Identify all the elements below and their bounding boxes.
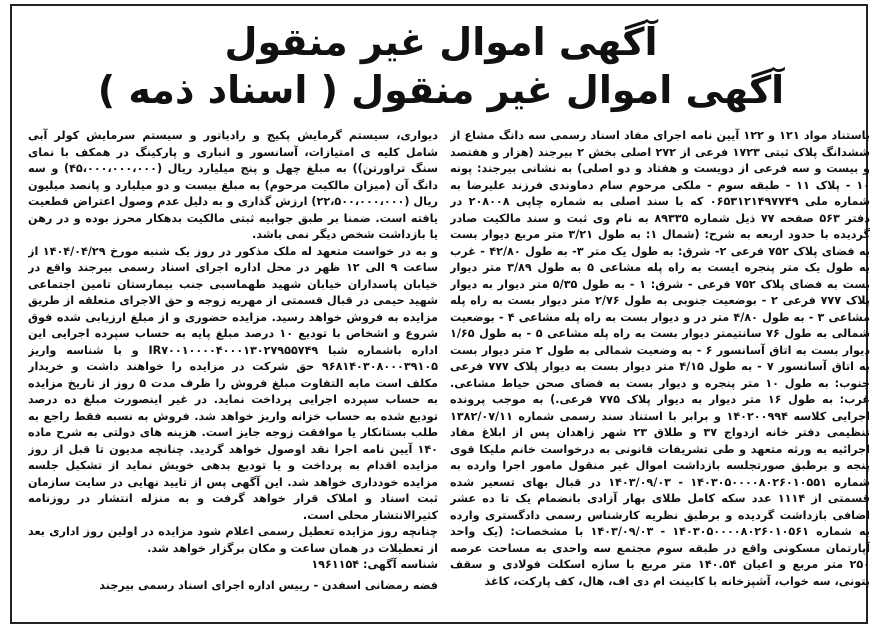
notice-subtitle: آگهی اموال غیر منقول ( اسناد ذمه ) (97, 68, 785, 112)
auction-paragraph: و به در خواست متعهد له ملک مذکور در روز یک شنبه مورخ ۱۴۰۴/۰۴/۲۹ از ساعت ۹ الی ۱۲ ظهر در محل اداره اجرای اسناد رسمی بیرجند واقع در خیابان پاسداران خیابان شهید طهماسبی جنب بیمارستان تامین اجتماعی شهید حیمی در قبال قسمتی از مهریه زوجه و حق الاجرای متعلقه از طریق مزایده به فروش خواهد رسید. مزایده حضوری و از مبلغ ارزیابی شده فوق شروع و اشخاص با تودیع ۱۰ درصد مبلغ پایه به حساب سپرده اجرایی این اداره باشماره شبا IR۷۰۰۱۰۰۰۰۴۰۰۰۱۳۰۲۷۹۵۵۷۴۹ و با شناسه واریز ۹۶۸۱۴۰۳۰۸۰۰۰۳۹۱۰۵ حق شرکت در مزایده را خواهند داشت و خریدار مکلف است مابه التفاوت مبلغ فروش را ظرف مدت ۵ روز از تاریخ مزایده به حساب سپرده اجرایی پرداخت نماید. در غیر اینصورت مبلغ ده درصد تودیع شده به حساب خزانه واریز خواهد شد. فروش به نسبه فقط راجع به طلب بستانکار یا موافقت زوجه جایز است. هزینه های دولتی به شرح ماده ۱۴۰ آیین نامه اجرا نقد اوصول خواهد گردید. چنانچه مدیون تا قبل از روز مزایده اقدام به پرداخت و یا تودیع بدهی خویش نماید از تشکیل جلسه مزایده خودداری خواهد شد. این آگهی پس از تایید نهایی در سایت سازمان ثبت اسناد و املاک قرار خواهد گرفت و به منزله انتشار در روزنامه کثیرالانتشار محلی است. (28, 244, 438, 522)
right-column-text: باستناد مواد ۱۲۱ و ۱۲۲ آیین نامه اجرای مفاد اسناد رسمی سه دانگ مشاع از ششدانگ پلاک ثبتی ۱۷۲۳ فرعی از ۲۷۲ اصلی بخش ۲ بیرجند (هزار و هفتصد و بیست و سه فرعی از دویست و هفتاد و دو اصلی) به نشانی بیرجند: پونه ۱۰ - پلاک ۱۱ - طبقه سوم - ملکی مرحوم سام دماوندی فرزند علیرضا به شماره ملی ۰۶۵۳۱۲۱۴۹۷۷۴۹ که با سند اصلی به شماره چاپی ۲۰۸۰۰۸ در دفتر ۵۶۳ صفحه ۷۷ ذیل شماره ۸۹۳۳۵ به نام وی ثبت و سند مالکیت صادر گردیده با حدود اربعه به شرح: (شمال ۱: به طول ۳/۲۱ متر مربع دیوار بست به فضای پلاک ۷۵۲ فرعی ۲- شرق: به طول یک متر ۳- به طول ۴۲/۸۰ - غرب به طول یک متر پنجره ایست به راه پله مشاعی ۵ به طول ۳/۸۹ متر دیوار بست به فضای پلاک ۷۵۲ فرعی - شرق: ۱ - به طول ۵/۳۵ متر دیوار به دیوار پلاک ۷۷۷ فرعی ۲ - بوضعیت جنوبی به طول ۲/۷۶ متر دیوار بست به راه پله مشاعی ۳ - به طول ۴/۸۰ متر در و دیوار بست به راه پله مشاعی ۴ - بوضعیت شمالی به طول ۷۶ سانتیمتر دیوار بست به راه پله مشاعی ۵ - به طول ۱/۶۵ دیوار بست به اتاق آسانسور ۶ - به وضعیت شمالی به طول ۲ متر دیوار بست به اتاق آسانسور ۷ - به طول ۴/۱۵ متر دیوار بست به دیوار پلاک ۷۷۷ فرعی جنوب: به طول ۱۰ متر پنجره و دیوار بست به فضای صحن حیاط مشاعی. غرب: به طول ۱۶ متر دیوار به دیوار پلاک ۷۷۵ فرعی.) به موجب پرونده اجرایی کلاسه ۱۴۰۲۰۰۹۹۴ و برابر با استناد سند رسمی شماره ۱۳۸۲/۰۷/۱۱ تنظیمی دفتر خانه ازدواج ۳۷ و طلاق ۲۳ شهر زاهدان پس از ابلاغ مفاد اجرائیه به ورثه متعهد و طی تشریفات قانونی به درخواست خانم ملیکا قوی پنجه و برطبق صورتجلسه بازداشت اموال غیر منقول مامور اجرا وارده به شماره ۱۴۰۳۰۵۰۰۰۰۸۰۲۶۰۱۰۵۵۱ - ۱۴۰۳/۰۹/۰۳ در قبال بهای تسعیر شده قسمتی از ۱۱۱۴ عدد سکه کامل طلای بهار آزادی بانضمام یک تا ده عشر اضافی بازداشت گردیده و برطبق نظریه کارشناس رسمی دادگستری وارده به شماره ۱۴۰۳۰۵۰۰۰۰۸۰۲۶۰۱۰۵۶۱ - ۱۴۰۳/۰۹/۰۳ با مشخصات: (یک واحد آپارتمان مسکونی واقع در طبقه سوم مجتمع سه واحدی به مساحت عرصه ۲۵۰ متر مربع و اعیان ۱۴۰.۵۴ متر مربع با سازه اسکلت فولادی و سقف بتونی، سه خواب، آشپزخانه با کابینت ام دی اف، هال، کف پارکت، کاغذ (450, 129, 870, 588)
signature: فضه رمضانی اسفدن - رییس اداره اجرای اسناد رسمی بیرجند (99, 578, 438, 592)
holiday-paragraph: چنانچه روز مزایده تعطیل رسمی اعلام شود مزایده در اولین روز اداری بعد از تعطیلات در همان ساعت و مکان برگزار خواهد شد. (28, 525, 438, 555)
right-column (450, 128, 870, 620)
left-column (28, 128, 438, 620)
notice-frame (10, 4, 868, 624)
valuation-paragraph: دیواری، سیستم گرمایش پکیج و رادیاتور و سیستم سرمایش کولر آبی شامل کلیه ی امتیازات، آسانسور و انباری و پارکینگ در همکف با نمای سنگ تراورتن)) به مبلغ چهل و پنج میلیارد ریال (۴۵،۰۰۰،۰۰۰،۰۰۰) و سه دانگ آن (میزان مالکیت مرحوم) به مبلغ بیست و دو میلیارد و پانصد میلیون ریال (۲۲،۵۰۰،۰۰۰،۰۰۰) ارزش گذاری و به دلیل عدم وصول اعتراض قطعیت یافته است. ضمنا بر طبق جوابیه ثبتی مالکیت بدهکار محرز بوده و در رهن یا بازداشت شخص دیگر نمی باشد. (28, 129, 438, 241)
notice-title: آگهی اموال غیر منقول (224, 20, 658, 64)
notice-id: شناسه آگهی: ۱۹۶۱۱۵۴ (311, 558, 438, 571)
